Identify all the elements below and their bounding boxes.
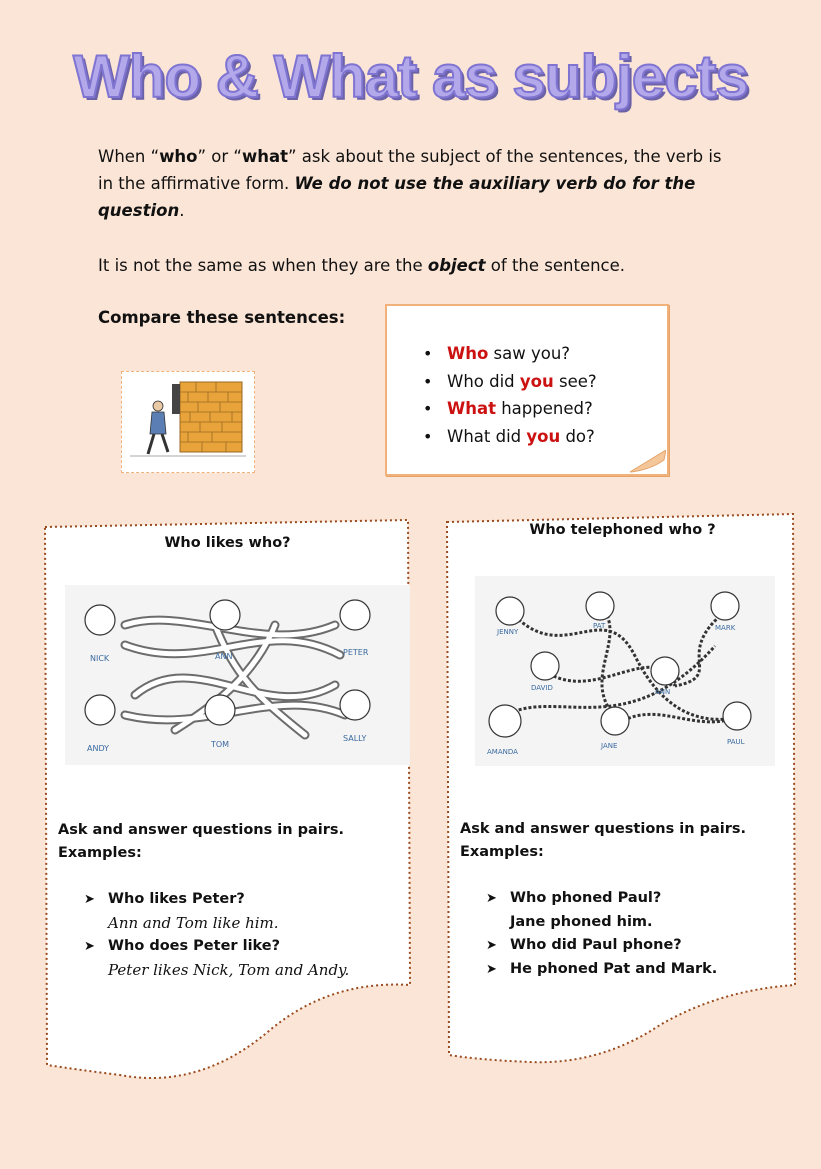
- who-likes-who-illustration: [65, 585, 410, 765]
- intro-text-c: ” ask about the subject of the sentences, the verb is in the affirmative form.: [98, 147, 722, 193]
- phone-name-ann: ANN: [655, 688, 671, 696]
- arrow-bullet-icon: ➤: [486, 938, 497, 953]
- phone-name-pat: PAT: [593, 622, 606, 630]
- left-answer-1: Ann and Tom like him.: [108, 913, 279, 932]
- object-text-b: of the sentence.: [485, 256, 626, 275]
- arrow-bullet-icon: ➤: [84, 939, 95, 954]
- intro-text-b: ” or “: [197, 147, 242, 166]
- page-title: Who & What as subjects: [73, 43, 748, 110]
- phone-name-paul: PAUL: [727, 738, 745, 746]
- right-panel-title: Who telephoned who ?: [529, 522, 716, 538]
- phone-cords-drawing: [475, 576, 775, 766]
- intro-text-a: When “: [98, 147, 160, 166]
- left-answer-2: Peter likes Nick, Tom and Andy.: [108, 960, 350, 979]
- intro-what: what: [241, 147, 288, 166]
- phone-name-jane: JANE: [601, 742, 618, 750]
- maze-name-peter: PETER: [343, 648, 369, 657]
- left-question-2: ➤ Who does Peter like?: [84, 935, 404, 959]
- arrow-bullet-icon: ➤: [486, 891, 497, 906]
- arrow-bullet-icon: ➤: [486, 961, 497, 977]
- right-ask-text: Ask and answer questions in pairs.: [460, 821, 747, 837]
- compare-sentence-1: • Who saw you?: [447, 340, 597, 368]
- intro-emphasis: We do not use the auxiliary verb do for the question: [98, 174, 696, 220]
- intro-end: .: [179, 201, 185, 220]
- phone-name-david: DAVID: [531, 684, 553, 692]
- compare-label: Compare these sentences:: [98, 308, 346, 327]
- right-question-3: ➤ He phoned Pat and Mark.: [486, 958, 786, 982]
- left-ask-instructions: [58, 819, 344, 865]
- maze-name-sally: SALLY: [343, 734, 367, 743]
- compare-sentence-2: • Who did you see?: [447, 368, 597, 396]
- maze-name-tom: TOM: [211, 740, 230, 749]
- right-question-1: ➤ Who phoned Paul?: [486, 887, 786, 911]
- arrow-bullet-icon: ➤: [84, 892, 95, 907]
- left-ask-text: Ask and answer questions in pairs.: [58, 822, 345, 838]
- right-answer-1: Jane phoned him.: [510, 913, 653, 930]
- phone-name-amanda: AMANDA: [487, 748, 518, 756]
- intro-who: who: [159, 147, 198, 166]
- left-question-1: ➤ Who likes Peter?: [84, 888, 404, 912]
- object-text-a: It is not the same as when they are the: [98, 256, 428, 275]
- compare-sentence-3: • What happened?: [447, 395, 597, 423]
- left-examples-label: Examples:: [58, 845, 142, 861]
- right-examples: [486, 887, 786, 981]
- left-examples: [84, 888, 404, 982]
- right-ask-instructions: [460, 818, 746, 864]
- likes-maze-drawing: [65, 585, 410, 765]
- object-word: object: [427, 256, 486, 275]
- left-panel-title: Who likes who?: [164, 535, 291, 551]
- phone-name-jenny: JENNY: [497, 628, 519, 636]
- maze-name-andy: ANDY: [87, 744, 110, 753]
- who-telephoned-who-illustration: [475, 576, 775, 766]
- right-question-2: ➤ Who did Paul phone?: [486, 934, 786, 958]
- phone-name-mark: MARK: [715, 624, 736, 632]
- compare-sentence-4: • What did you do?: [447, 423, 597, 451]
- maze-name-ann: ANN: [215, 652, 233, 661]
- right-examples-label: Examples:: [460, 844, 544, 860]
- maze-name-nick: NICK: [90, 654, 110, 663]
